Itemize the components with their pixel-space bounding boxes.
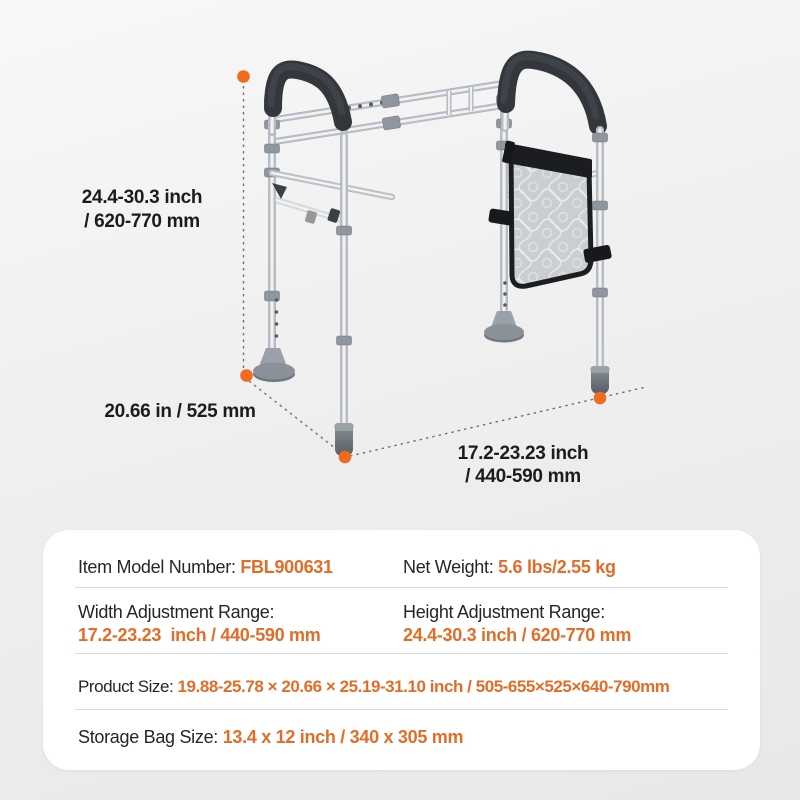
spec-divider-1	[75, 587, 728, 588]
spec-storage-bag-size	[78, 726, 463, 749]
height-label-line2: / 620-770 mm	[84, 211, 200, 232]
marker-dot-rear	[240, 369, 253, 382]
spec-value: 5.6 lbs/2.55 kg	[498, 557, 616, 577]
storage-bag	[502, 140, 591, 286]
spec-width-adjustment-range	[78, 601, 320, 647]
spec-divider-2	[75, 653, 728, 654]
height-dimension-label	[57, 186, 227, 234]
left-side-rail	[272, 173, 392, 224]
spec-product-size	[78, 675, 669, 698]
marker-dot-right	[594, 392, 607, 405]
spec-net-weight	[403, 556, 616, 579]
spec-card	[43, 530, 760, 770]
height-label-line1: 24.4-30.3 inch	[81, 187, 203, 208]
depth-dimension-label	[78, 401, 282, 423]
width-label-line1: 17.2-23.23 inch	[457, 443, 589, 464]
spec-label: Item Model Number:	[78, 557, 241, 577]
spec-value: 24.4-30.3 inch / 620-770 mm	[403, 625, 632, 645]
spec-value: 17.2-23.23 inch / 440-590 mm	[78, 625, 321, 645]
spec-height-adjustment-range	[403, 601, 631, 647]
rear-crossbar	[272, 84, 500, 142]
spec-label: Width Adjustment Range:	[78, 602, 275, 622]
width-label-line2: / 440-590 mm	[465, 466, 581, 487]
spec-divider-3	[75, 709, 728, 710]
spec-value: FBL900631	[240, 557, 333, 577]
spec-value: 13.4 x 12 inch / 340 x 305 mm	[222, 727, 464, 747]
marker-dot-top	[237, 70, 250, 83]
depth-label-line1: 20.66 in / 525 mm	[104, 401, 256, 422]
left-handle	[271, 66, 354, 456]
spec-label: Storage Bag Size:	[78, 727, 223, 747]
spec-value: 19.88-25.78 × 20.66 × 25.19-31.10 inch / 505-655×525×640-790mm	[177, 677, 670, 696]
walker-frame	[253, 57, 612, 456]
spec-label: Product Size:	[78, 677, 178, 696]
width-dimension-label	[428, 442, 618, 488]
spec-label: Net Weight:	[403, 557, 499, 577]
marker-dot-front	[339, 451, 352, 464]
spec-label: Height Adjustment Range:	[403, 602, 605, 622]
spec-item-model-number	[78, 556, 333, 579]
